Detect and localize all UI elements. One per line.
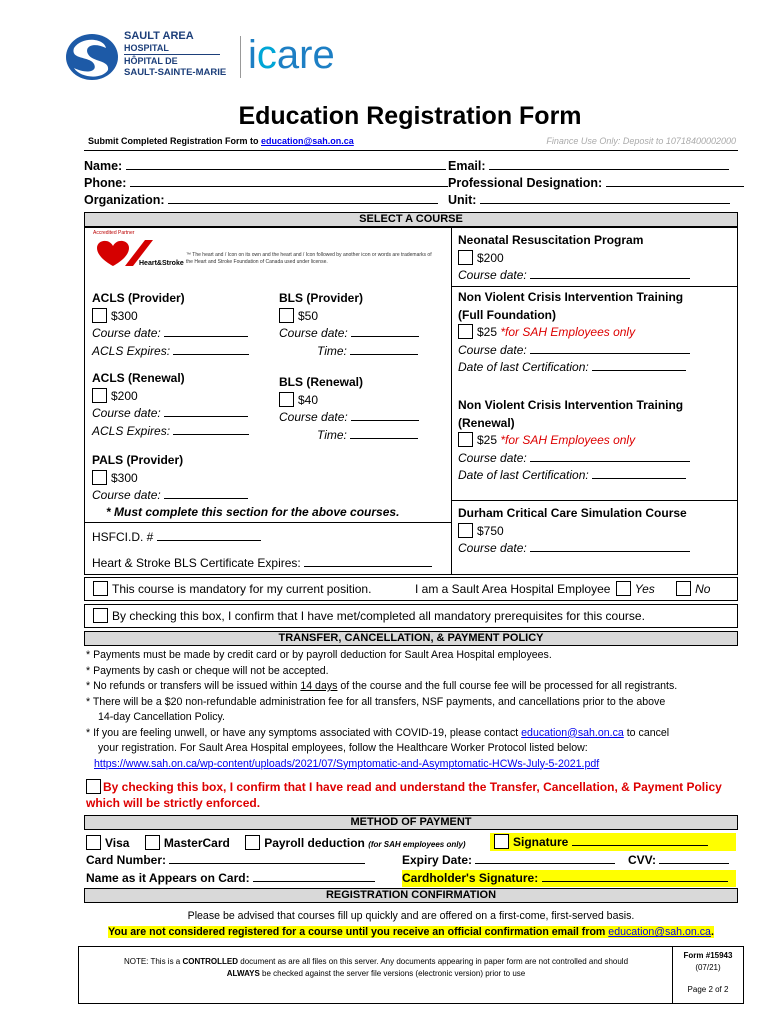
expiry-field[interactable] (475, 863, 615, 864)
nrp-checkbox[interactable] (458, 250, 473, 265)
pals-provider-date-field[interactable] (164, 498, 248, 499)
acls-provider-expires-label: ACLS Expires: (92, 343, 171, 358)
bls-provider-time-label: Time: (317, 343, 347, 358)
prereq-row (84, 604, 738, 628)
registration-text-2: You are not considered registered for a course until you receive an official confirmation email from education@sah.on.ca. (108, 926, 714, 938)
nvci-full-checkbox[interactable] (458, 324, 473, 339)
bls-provider-date-field[interactable] (351, 336, 419, 337)
bls-provider-checkbox[interactable] (279, 308, 294, 323)
bls-renewal-date-label: Course date: (279, 410, 348, 424)
cardholder-sig-label: Cardholder's Signature: (402, 871, 539, 885)
hs-cert-label: Heart & Stroke BLS Certificate Expires: (92, 556, 301, 570)
hospital-name-1: SAULT AREA (124, 30, 194, 42)
cvv-row (628, 853, 729, 867)
bls-provider-time-field[interactable] (350, 354, 418, 355)
cvv-field[interactable] (659, 863, 729, 864)
visa-label: Visa (105, 836, 130, 850)
payment-header: METHOD OF PAYMENT (84, 815, 738, 830)
name-on-card-field[interactable] (253, 881, 375, 882)
hs-logo-text: Heart&Stroke (139, 260, 184, 267)
policy-item-2: * Payments by cash or cheque will not be accepted. (86, 664, 329, 677)
nvci-full-title-1: Non Violent Crisis Intervention Training (458, 290, 684, 304)
submit-text: Submit Completed Registration Form to (88, 136, 262, 146)
sah-swirl-icon (64, 32, 120, 82)
bls-renewal-title: BLS (Renewal) (279, 375, 364, 389)
mastercard-checkbox[interactable] (145, 835, 160, 850)
nrp-title: Neonatal Resuscitation Program (458, 233, 644, 247)
acls-provider-date-field[interactable] (164, 336, 248, 337)
bls-renewal-checkbox[interactable] (279, 392, 294, 407)
footer-divider (672, 946, 673, 1004)
hs-cert-row (92, 556, 432, 570)
signature-box (490, 833, 736, 851)
cardholder-sig-row (402, 870, 736, 887)
nvci-full-price: $25 (477, 325, 498, 339)
nrp-date-label: Course date: (458, 268, 527, 282)
acls-provider-checkbox[interactable] (92, 308, 107, 323)
bls-renewal-date-field[interactable] (351, 420, 419, 421)
signature-checkbox[interactable] (494, 834, 509, 849)
hsfci-field[interactable] (157, 540, 261, 541)
icare-i: i (248, 33, 257, 77)
nvci-renewal-title-1: Non Violent Crisis Intervention Training (458, 398, 684, 412)
hs-trademark-note: ™ The heart and / Icon on its own and the heart and / Icon followed by another icon or words are trademarks of the Heart and Stroke Foundation of Canada used under license. (186, 252, 432, 265)
policy-url-link[interactable]: https://www.sah.on.ca/wp-content/uploads/2021/07/Symptomatic-and-Asymptomatic-HCWs-July-5-2021.pdf (94, 757, 600, 770)
durham-date-field[interactable] (530, 551, 690, 552)
expiry-label: Expiry Date: (402, 853, 473, 867)
acls-provider-price: $300 (111, 308, 138, 323)
name-label: Name: (84, 159, 123, 173)
phone-label: Phone: (84, 176, 127, 190)
cardholder-sig-field[interactable] (542, 881, 728, 882)
policy-header: TRANSFER, CANCELLATION, & PAYMENT POLICY (84, 631, 738, 646)
signature-field[interactable] (572, 845, 708, 846)
logo-divider (240, 36, 241, 78)
nvci-renewal-price: $25 (477, 433, 498, 447)
footer-note: NOTE: This is a CONTROLLED document as are all files on this server. Any documents appearing in paper form are not controlled and should ALWAYS be checked against the server file versions (electronic version) prior to use (123, 957, 629, 978)
page-title: Education Registration Form (238, 102, 582, 130)
pals-provider-price: $300 (111, 470, 138, 485)
pals-provider-date-label: Course date: (92, 488, 161, 502)
policy-confirm-text-2: which will be strictly enforced. (86, 796, 261, 810)
name-field[interactable] (126, 169, 446, 170)
registration-email-link[interactable]: education@sah.on.ca (608, 926, 711, 938)
icare-logo (248, 30, 335, 80)
nvci-renewal-section (458, 397, 690, 485)
employee-yes-checkbox[interactable] (616, 581, 631, 596)
organization-label: Organization: (84, 193, 165, 207)
contact-left (84, 158, 448, 209)
durham-price: $750 (477, 523, 504, 538)
nvci-full-title-2: (Full Foundation) (458, 307, 556, 322)
acls-renewal-title: ACLS (Renewal) (92, 371, 185, 385)
policy-item-4b: 14-day Cancellation Policy. (98, 711, 225, 723)
nvci-renewal-cert-field[interactable] (592, 478, 686, 479)
policy-email-link[interactable]: education@sah.on.ca (521, 726, 624, 739)
hospital-name-2: HOSPITAL (124, 42, 220, 55)
employee-question (415, 578, 710, 600)
bls-renewal-price: $40 (298, 392, 319, 407)
employee-yes-label: Yes (634, 582, 655, 596)
nvci-full-date-label: Course date: (458, 342, 527, 357)
bls-provider-date-label: Course date: (279, 326, 348, 340)
bls-provider-price: $50 (298, 308, 319, 323)
acls-renewal-checkbox[interactable] (92, 388, 107, 403)
visa-checkbox[interactable] (86, 835, 101, 850)
icare-c-icon: c (256, 33, 277, 77)
bls-provider-title: BLS (Provider) (279, 291, 364, 305)
nvci-renewal-note: *for SAH Employees only (500, 433, 636, 447)
unit-label: Unit: (448, 193, 477, 207)
nrp-divider (451, 286, 738, 287)
submit-email-link[interactable]: education@sah.on.ca (261, 136, 354, 146)
nrp-price: $200 (477, 250, 504, 265)
acls-renewal-date-field[interactable] (164, 416, 248, 417)
must-complete-note: * Must complete this section for the above courses. (106, 505, 400, 519)
nvci-renewal-checkbox[interactable] (458, 432, 473, 447)
employee-text: I am a Sault Area Hospital Employee (415, 582, 611, 596)
mandatory-checkbox[interactable] (93, 581, 108, 596)
policy-item-4: * There will be a $20 non-refundable administration fee for all transfers, NSF payments, and cancellations prior to the above (86, 695, 666, 708)
footer-form-info (674, 950, 742, 996)
acls-provider-expires-field[interactable] (173, 354, 249, 355)
hospital-name-4: SAULT-SAINTE-MARIE (124, 67, 227, 78)
payroll-label: Payroll deduction (264, 836, 365, 850)
nvci-full-date-field[interactable] (530, 353, 690, 354)
pals-provider-checkbox[interactable] (92, 470, 107, 485)
hs-cert-field[interactable] (304, 566, 432, 567)
bls-renewal-time-label: Time: (317, 427, 347, 442)
title-rule (84, 150, 738, 151)
unit-field[interactable] (480, 203, 730, 204)
name-on-card-row (86, 871, 375, 885)
bls-renewal-section (279, 374, 419, 444)
nrp-section (458, 232, 690, 285)
nvci-full-section (458, 289, 690, 377)
card-number-row (86, 853, 365, 867)
nvci-full-cert-label: Date of last Certification: (458, 360, 589, 374)
hsfci-row (92, 530, 261, 544)
policy-item-5: * If you are feeling unwell, or have any symptoms associated with COVID-19, please contact education@sah.on.ca to cancel (86, 726, 670, 739)
nvci-renewal-cert-label: Date of last Certification: (458, 468, 589, 482)
acls-renewal-expires-field[interactable] (173, 434, 249, 435)
nvci-renewal-title-2: (Renewal) (458, 415, 515, 430)
sah-logo (64, 30, 236, 86)
payroll-checkbox[interactable] (245, 835, 260, 850)
durham-date-label: Course date: (458, 541, 527, 555)
pals-provider-title: PALS (Provider) (92, 453, 184, 467)
heart-stroke-logo (93, 230, 185, 274)
card-number-field[interactable] (169, 863, 365, 864)
organization-field[interactable] (168, 203, 438, 204)
employee-no-label: No (695, 582, 711, 596)
hs-logo-top: Accredited Partner (93, 230, 135, 236)
icare-text: are (276, 33, 335, 77)
prereq-checkbox[interactable] (93, 608, 108, 623)
registration-header: REGISTRATION CONFIRMATION (84, 888, 738, 903)
mastercard-label: MasterCard (163, 836, 230, 850)
policy-confirm (86, 779, 722, 811)
signature-label: Signature (513, 835, 569, 849)
course-divider (451, 227, 452, 575)
bls-provider-section (279, 290, 419, 360)
form-date: (07/21) (695, 963, 721, 972)
hsfci-label: HSFCI.D. # (92, 530, 154, 544)
finance-note: Finance Use Only: Deposit to 10718400002000 (546, 136, 736, 146)
contact-right (448, 158, 744, 209)
acls-provider-section (92, 290, 249, 360)
acls-provider-title: ACLS (Provider) (92, 291, 185, 305)
durham-title: Durham Critical Care Simulation Course (458, 506, 687, 520)
card-number-label: Card Number: (86, 853, 167, 867)
acls-renewal-price: $200 (111, 388, 138, 403)
designation-field[interactable] (606, 186, 744, 187)
durham-section (458, 505, 690, 558)
prereq-text: By checking this box, I confirm that I have met/completed all mandatory prerequisites for this course. (112, 609, 645, 623)
name-on-card-label: Name as it Appears on Card: (86, 871, 250, 885)
mandatory-text: This course is mandatory for my current position. (112, 582, 372, 596)
expiry-row (402, 853, 615, 867)
form-number: Form #15943 (683, 951, 733, 960)
phone-field[interactable] (130, 186, 448, 187)
select-course-header: SELECT A COURSE (84, 212, 738, 227)
policy-item-3: * No refunds or transfers will be issued within 14 days of the course and the full course fee will be processed for all registrants. (86, 680, 678, 692)
email-field[interactable] (489, 169, 729, 170)
acls-renewal-section (92, 370, 249, 440)
cvv-label: CVV: (628, 853, 657, 867)
policy-confirm-text-1: By checking this box, I confirm that I have read and understand the Transfer, Cancellation, & Payment Policy (103, 780, 722, 794)
policy-item-1: * Payments must be made by credit card or by payroll deduction for Sault Area Hospital employees. (86, 649, 552, 661)
nrp-date-field[interactable] (530, 278, 690, 279)
acls-renewal-expires-label: ACLS Expires: (92, 423, 171, 438)
email-label: Email: (448, 159, 486, 173)
pals-provider-section (92, 452, 248, 505)
bls-renewal-time-field[interactable] (350, 438, 418, 439)
employee-no-checkbox[interactable] (676, 581, 691, 596)
acls-provider-date-label: Course date: (92, 326, 161, 340)
durham-checkbox[interactable] (458, 523, 473, 538)
registration-text-1: Please be advised that courses fill up quickly and are offered on a first-come, first-served basis. (187, 910, 635, 922)
nvci-renewal-date-label: Course date: (458, 450, 527, 465)
hospital-name-3: HÔPITAL DE (124, 56, 178, 66)
payment-options (86, 834, 466, 854)
nvci-renewal-date-field[interactable] (530, 461, 690, 462)
durham-divider (451, 500, 738, 501)
nvci-full-note: *for SAH Employees only (500, 325, 636, 339)
designation-label: Professional Designation: (448, 176, 603, 190)
policy-item-5b: your registration. For Sault Area Hospital employees, follow the Healthcare Worker Protocol listed below: (98, 742, 588, 754)
policy-confirm-checkbox[interactable] (86, 779, 101, 794)
payroll-note: (for SAH employees only) (368, 840, 466, 849)
nvci-full-cert-field[interactable] (592, 370, 686, 371)
mandatory-row (84, 577, 738, 601)
hsf-divider (84, 522, 451, 523)
page-number: Page 2 of 2 (687, 985, 729, 994)
acls-renewal-date-label: Course date: (92, 406, 161, 420)
policy-list (86, 648, 746, 772)
submit-line (88, 136, 354, 146)
